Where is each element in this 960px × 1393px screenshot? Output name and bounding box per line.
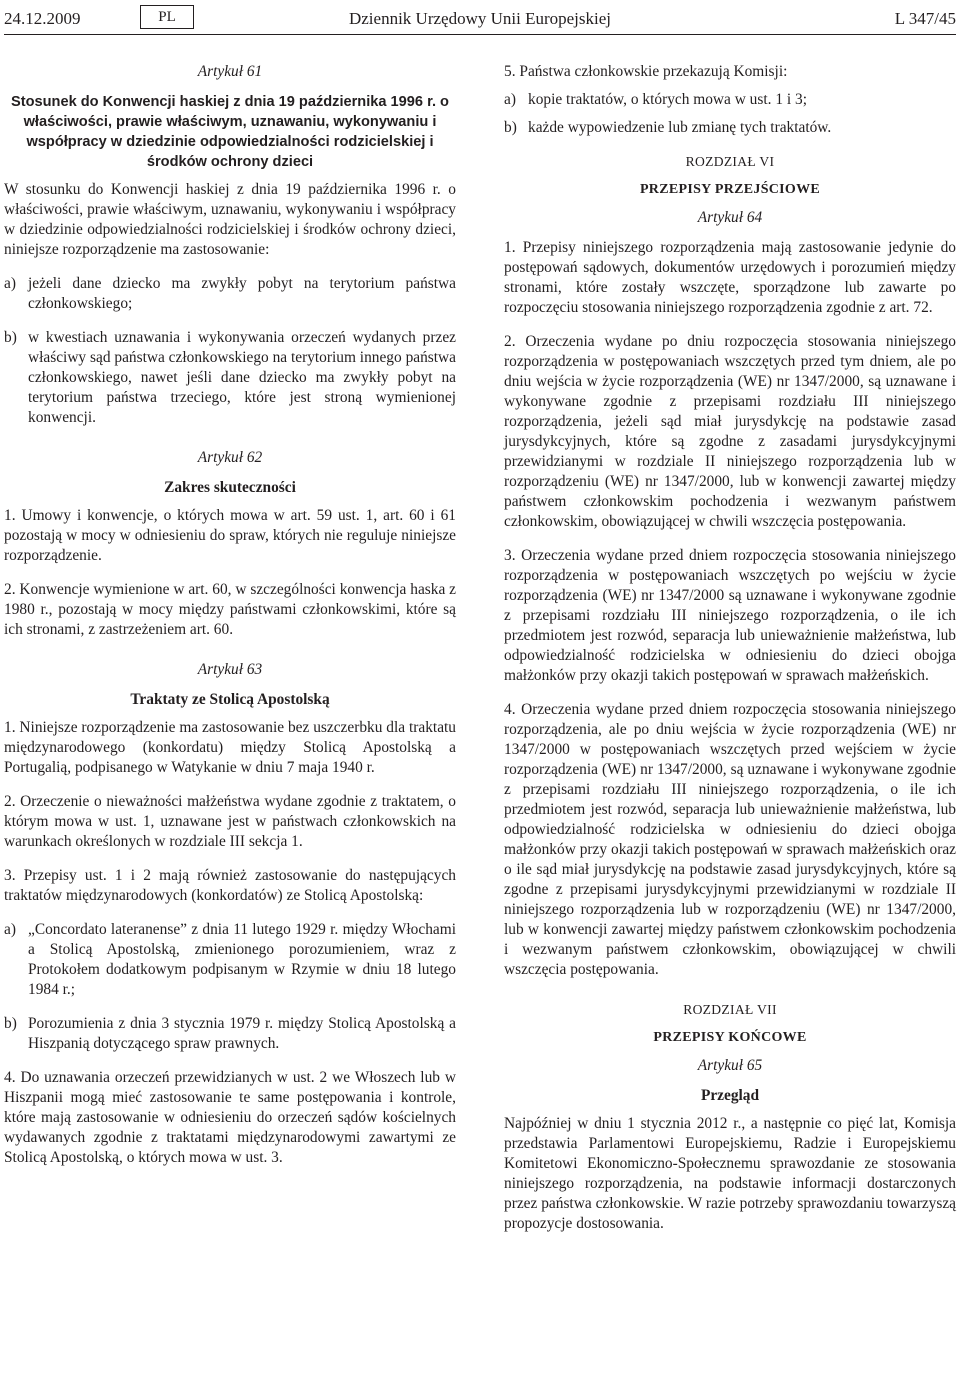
chapter-6-label: ROZDZIAŁ VI [685,154,775,169]
article-61-intro: W stosunku do Konwencji haskiej z dnia 19 października 1996 r. o właściwości, prawie właściwym, uznawaniu, wykonywaniu i współpracy w dziedzinie odpowiedzialności rodzicielskiej i środków ochrony dzieci, niniejsze rozporządzenie ma zastosowanie: [4,181,456,258]
article-62-title: Zakres skuteczności [164,479,296,496]
article-63-title: Traktaty ze Stolicą Apostolską [130,691,330,708]
article-64-para-3: 3. Orzeczenia wydane przed dniem rozpoczęcia stosowania niniejszego rozporządzenia w postępowaniach wszczętych po wejściu w życie rozporządzenia (WE) nr 1347/2000 są uznawane i wykonywane zgodnie z przepisami rozdziału III niniejszego rozporządzenia, o ile ich przedmiotem jest rozwód, separacja lub unieważnienie małżeństwa, lub odpowiedzialność rodzicielska w odniesieniu do dzieci obojga małżonków przy okazji takich postępowań w sprawach małżeńskich. [504,547,956,684]
article-65-title: Przegląd [700,1087,760,1104]
item-label: b) [4,329,17,346]
item-text: każde wypowiedzenie lub zmianę tych traktatów. [528,119,832,136]
item-label: a) [4,921,16,938]
article-62-para-2: 2. Konwencje wymienione w art. 60, w szczególności konwencja haska z 1980 r., pozostają w mocy między państwami członkowskimi, które są ich stronami, z zastrzeżeniem art. 60. [4,581,456,638]
chapter-7-title: PRZEPISY KOŃCOWE [653,1030,807,1045]
article-64-para-2: 2. Orzeczenia wydane po dniu rozpoczęcia stosowania niniejszego rozporządzenia w postępowaniach wszczętych przed tym dniem, ale po dniu wejścia w życie rozporządzenia (WE) nr 1347/2000, są uznawane i wykonywane zgodnie z przepisami rozdziału III niniejszego rozporządzenia, jeżeli sąd miał jurysdykcję na podstawie zasad jurysdykcyjnych, które są zgodne z zasadami jurysdykcyjnymi przewidzianymi w rozdziale II niniejszego rozporządzenia lub w rozporządzeniu (WE) nr 1347/2000, lub w konwencji zawartej między państwem członkowskim pochodzenia i wezwanym państwem członkowskim, obowiązującej w chwili wszczęcia postępowania. [504,333,956,530]
page-header [4,4,956,40]
article-64-para-1: 1. Przepisy niniejszego rozporządzenia mają zastosowanie jedynie do postępowań sądowych, dokumentów urzędowych i porozumień między stronami, które zostały wszczęte, sporządzone lub zawarte po rozpoczęciu stosowania niniejszego rozporządzenia zgodnie z art. 72. [504,239,956,316]
article-64-label: Artykuł 64 [697,209,763,226]
article-61-label: Artykuł 61 [197,63,263,80]
article-63-para-2: 2. Orzeczenie o nieważności małżeństwa wydane zgodnie z traktatem, o którym mowa w ust. 1, uznawane jest w państwach członkowskich na warunkach określonych w rozdziale III sekcja 1. [4,793,456,850]
article-62-label: Artykuł 62 [197,449,263,466]
article-63-para-5-item-a [504,90,956,110]
item-label: b) [4,1015,17,1032]
article-63-item-b [4,1014,456,1054]
article-63-para-5: 5. Państwa członkowskie przekazują Komisji: [504,63,788,80]
page-number: L 347/45 [894,9,956,28]
right-column [504,62,956,1385]
item-text: kopie traktatów, o których mowa w ust. 1 i 3; [528,91,807,108]
item-label: a) [4,275,16,292]
article-63-para-4: 4. Do uznawania orzeczeń przewidzianych w ust. 2 we Włoszech lub w Hiszpanii mogą mieć zastosowanie te same postępowania i kontrole, które mają zastosowanie w odniesieniu do orzeczeń sądów kościelnych wydawanych zgodnie z traktatami międzynarodowymi zawartymi ze Stolicą Apostolską, o których mowa w ust. 3. [4,1069,456,1166]
item-text: „Concordato lateranense” z dnia 11 lutego 1929 r. między Włochami a Stolicą Apostolską, zmienionego porozumieniem, wraz z Protokołem dodatkowym podpisanym w Rzymie w dniu 18 lutego 1984 r.; [28,921,456,998]
chapter-6-title: PRZEPISY PRZEJŚCIOWE [639,182,821,197]
article-63-para-5-item-b [504,118,956,138]
article-63-label: Artykuł 63 [197,661,263,678]
article-65-para-1: Najpóźniej w dniu 1 stycznia 2012 r., a następnie co pięć lat, Komisja przedstawia Parlamentowi Europejskiemu, Radzie i Europejskiemu Komitetowi Ekonomiczno-Społecznemu sprawozdanie ze stosowania niniejszego rozporządzenia, na podstawie informacji dostarczonych przez państwa członkowskie. W razie potrzeby sprawozdaniu towarzyszą propozycje dostosowania. [504,1115,956,1232]
article-61-item-b [4,328,456,428]
item-label: b) [504,119,517,136]
article-61-item-a [4,274,456,314]
left-column [4,62,456,1385]
article-63-item-a [4,920,456,1000]
article-65-label: Artykuł 65 [697,1057,763,1074]
language-box: PL [140,5,194,29]
header-rule [4,34,956,35]
item-label: a) [504,91,516,108]
article-64-para-4: 4. Orzeczenia wydane przed dniem rozpoczęcia stosowania niniejszego rozporządzenia, ale po dniu wejścia w życie rozporządzenia (WE) nr 1347/2000 w postępowaniach wszczętych przed wejściem w życie rozporządzenia (WE) nr 1347/2000, są uznawane i wykonywane zgodnie z przepisami rozdziału III niniejszego rozporządzenia, o ile ich przedmiotem jest rozwód, separacja lub unieważnienie małżeństwa, lub odpowiedzialność rodzicielska w odniesieniu do dzieci obojga małżonków przy okazji takich postępowań w sprawach małżeńskich oraz o ile sąd miał jurysdykcję na podstawie zasad jurysdykcyjnych, które są zgodne z przepisami jurysdykcyjnymi przewidzianymi w rozdziale II niniejszego rozporządzenia lub w rozporządzeniu (WE) nr 1347/2000, lub w konwencji zawartej między państwem członkowskim pochodzenia i wezwanym państwem członkowskim, obowiązującej w chwili wszczęcia postępowania. [504,701,956,978]
journal-title: Dziennik Urzędowy Unii Europejskiej [348,9,611,28]
item-text: w kwestiach uznawania i wykonywania orzeczeń wydanych przez właściwy sąd państwa członkowskiego na terytorium innego państwa członkowskiego, nawet jeśli dane dziecko ma zwykły pobyt na terytorium państwa trzeciego, które jest stroną wymienionej konwencji. [28,329,456,426]
item-text: Porozumienia z dnia 3 stycznia 1979 r. między Stolicą Apostolską a Hiszpanią dotyczącego spraw prawnych. [28,1015,456,1052]
article-62-para-1: 1. Umowy i konwencje, o których mowa w art. 59 ust. 1, art. 60 i 61 pozostają w mocy w odniesieniu do spraw, których nie reguluje niniejsze rozporządzenie. [4,507,456,564]
publication-date: 24.12.2009 [4,9,81,28]
article-63-para-3: 3. Przepisy ust. 1 i 2 mają również zastosowanie do następujących traktatów międzynarodowych (konkordatów) ze Stolicą Apostolską: [4,867,456,904]
chapter-7-label: ROZDZIAŁ VII [683,1002,777,1017]
article-61-title: Stosunek do Konwencji haskiej z dnia 19 października 1996 r. o właściwości, prawie właściwym, uznawaniu, wykonywaniu i współpracy w dziedzinie odpowiedzialności rodzicielskiej i środków ochrony dzieci [11,94,449,170]
item-text: jeżeli dane dziecko ma zwykły pobyt na terytorium państwa członkowskiego; [28,275,456,312]
article-63-para-1: 1. Niniejsze rozporządzenie ma zastosowanie bez uszczerbku dla traktatu międzynarodowego (konkordatu) między Stolicą Apostolską a Portugalią, podpisanego w Watykanie w dniu 7 maja 1940 r. [4,719,456,776]
